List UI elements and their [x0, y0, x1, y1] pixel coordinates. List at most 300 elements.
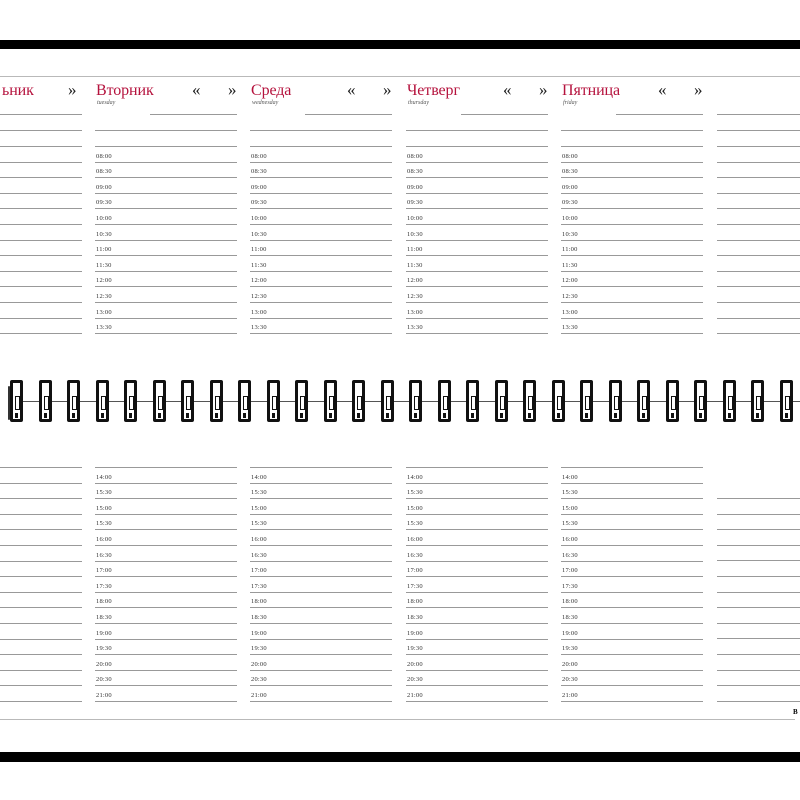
day-subtitle: tuesday	[97, 100, 116, 106]
time-label: 09:30	[96, 199, 112, 207]
next-day-arrow[interactable]: »	[68, 80, 77, 99]
time-slot-afternoon[interactable]	[250, 498, 392, 515]
spiral-ring	[181, 380, 194, 422]
time-label: 12:00	[251, 277, 267, 285]
blank-slot-line	[717, 623, 800, 624]
time-slot-afternoon[interactable]	[561, 685, 703, 702]
time-slot-afternoon[interactable]	[561, 670, 703, 687]
time-slot-afternoon[interactable]	[250, 639, 392, 656]
time-label: 12:30	[251, 292, 267, 300]
next-day-arrow[interactable]: »	[228, 80, 237, 99]
time-label: 11:30	[407, 261, 423, 269]
time-slot-afternoon[interactable]	[95, 670, 237, 687]
blank-slot-line	[0, 483, 82, 484]
spiral-ring	[124, 380, 137, 422]
time-label: 17:30	[96, 582, 112, 590]
spiral-ring	[39, 380, 52, 422]
blank-slot-line	[0, 271, 82, 272]
time-label: 13:30	[562, 324, 578, 332]
blank-slot-line	[0, 623, 82, 624]
time-label: 18:30	[562, 613, 578, 621]
time-slot-morning[interactable]	[406, 193, 548, 210]
time-slot-morning[interactable]	[250, 208, 392, 225]
time-label: 10:30	[96, 230, 112, 238]
prev-day-arrow[interactable]: «	[503, 80, 512, 99]
time-label: 08:00	[407, 152, 423, 160]
time-slot-morning[interactable]	[250, 302, 392, 319]
spiral-ring	[324, 380, 337, 422]
day-title: Четверг	[407, 82, 460, 99]
time-slot-afternoon[interactable]	[406, 483, 548, 500]
blank-slot-line	[717, 592, 800, 593]
blank-slot-line	[717, 224, 800, 225]
time-label: 11:30	[96, 261, 112, 269]
time-label: 19:00	[251, 629, 267, 637]
time-label: 17:00	[407, 567, 423, 575]
time-slot-morning[interactable]	[406, 302, 548, 319]
blank-slot-line	[717, 654, 800, 655]
time-slot-morning[interactable]	[250, 318, 392, 335]
spiral-ring	[438, 380, 451, 422]
time-slot-afternoon[interactable]	[250, 483, 392, 500]
blank-slot-line	[0, 654, 82, 655]
time-label: 16:00	[251, 535, 267, 543]
time-slot-afternoon[interactable]	[250, 514, 392, 531]
day-subtitle: friday	[563, 100, 578, 106]
time-label: 19:00	[562, 629, 578, 637]
time-slot-morning[interactable]	[406, 271, 548, 288]
next-day-arrow[interactable]: »	[539, 80, 548, 99]
time-slot-afternoon[interactable]	[561, 561, 703, 578]
time-label: 12:30	[96, 292, 112, 300]
time-slot-afternoon[interactable]	[406, 545, 548, 562]
time-label: 16:30	[96, 551, 112, 559]
time-slot-morning[interactable]	[250, 224, 392, 241]
time-slot-afternoon[interactable]	[250, 654, 392, 671]
time-slot-morning[interactable]	[561, 318, 703, 335]
time-label: 19:00	[407, 629, 423, 637]
time-slot-afternoon[interactable]	[95, 685, 237, 702]
time-slot-morning[interactable]	[406, 177, 548, 194]
time-slot-afternoon[interactable]	[250, 670, 392, 687]
spiral-ring	[666, 380, 679, 422]
time-slot-afternoon[interactable]	[406, 623, 548, 640]
time-label: 21:00	[251, 691, 267, 699]
spiral-ring	[609, 380, 622, 422]
spiral-binding	[0, 378, 800, 426]
time-label: 15:00	[96, 504, 112, 512]
time-slot-afternoon[interactable]	[95, 607, 237, 624]
blank-slot-line	[0, 561, 82, 562]
time-slot-afternoon[interactable]	[561, 514, 703, 531]
blank-slot-line	[0, 286, 82, 287]
time-slot-morning[interactable]	[406, 255, 548, 272]
blank-slot-line	[717, 638, 800, 639]
time-slot-morning[interactable]	[406, 162, 548, 179]
time-slot-afternoon[interactable]	[95, 514, 237, 531]
spiral-ring	[210, 380, 223, 422]
time-label: 11:00	[96, 246, 112, 254]
time-label: 12:00	[407, 277, 423, 285]
time-slot-morning[interactable]	[250, 162, 392, 179]
blank-slot-line	[0, 639, 82, 640]
time-label: 17:30	[407, 582, 423, 590]
blank-slot-line	[717, 240, 800, 241]
day-subtitle: thursday	[408, 100, 429, 106]
time-label: 10:30	[251, 230, 267, 238]
time-label: 18:00	[407, 598, 423, 606]
time-label: 16:00	[96, 535, 112, 543]
spiral-ring	[780, 380, 793, 422]
time-label: 09:00	[407, 183, 423, 191]
time-slot-morning[interactable]	[406, 208, 548, 225]
time-label: 09:30	[251, 199, 267, 207]
time-slot-morning[interactable]	[406, 286, 548, 303]
time-label: 08:00	[251, 152, 267, 160]
time-slot-afternoon[interactable]	[95, 654, 237, 671]
blank-slot-line	[0, 701, 82, 702]
blank-slot-line	[0, 193, 82, 194]
spiral-ring	[381, 380, 394, 422]
blank-slot-line	[0, 302, 82, 303]
time-slot-afternoon[interactable]	[561, 576, 703, 593]
header-underline	[616, 114, 703, 115]
time-label: 08:00	[562, 152, 578, 160]
blank-slot-line	[717, 560, 800, 561]
time-label: 12:00	[96, 277, 112, 285]
time-label: 11:00	[407, 246, 423, 254]
time-label: 13:00	[562, 308, 578, 316]
time-slot-morning[interactable]	[95, 286, 237, 303]
time-label: 13:00	[407, 308, 423, 316]
time-slot-morning[interactable]	[561, 162, 703, 179]
time-slot-afternoon[interactable]	[406, 607, 548, 624]
time-label: 18:30	[407, 613, 423, 621]
time-slot-afternoon[interactable]	[95, 498, 237, 515]
time-label: 18:30	[251, 613, 267, 621]
time-slot-morning[interactable]	[561, 224, 703, 241]
time-slot-morning[interactable]	[95, 318, 237, 335]
time-slot-morning[interactable]	[406, 146, 548, 163]
time-slot-afternoon[interactable]	[561, 623, 703, 640]
blank-line	[406, 130, 548, 131]
blank-line	[0, 146, 82, 147]
time-slot-afternoon[interactable]	[406, 561, 548, 578]
time-label: 20:30	[96, 676, 112, 684]
time-slot-morning[interactable]	[95, 224, 237, 241]
time-slot-afternoon[interactable]	[95, 639, 237, 656]
time-slot-morning[interactable]	[561, 240, 703, 257]
time-slot-morning[interactable]	[95, 146, 237, 163]
prev-day-arrow[interactable]: «	[192, 80, 201, 99]
time-label: 15:30	[96, 489, 112, 497]
spiral-ring	[295, 380, 308, 422]
spiral-ring	[466, 380, 479, 422]
blank-slot-line	[0, 685, 82, 686]
time-slot-morning[interactable]	[561, 146, 703, 163]
day-title: Среда	[251, 82, 292, 99]
lower-page-edge	[0, 719, 795, 720]
time-label: 16:00	[562, 535, 578, 543]
time-label: 20:30	[407, 676, 423, 684]
time-label: 09:00	[251, 183, 267, 191]
time-label: 10:00	[562, 214, 578, 222]
time-slot-morning[interactable]	[561, 177, 703, 194]
blank-slot-line	[0, 592, 82, 593]
time-label: 10:30	[407, 230, 423, 238]
time-label: 21:00	[562, 691, 578, 699]
blank-slot-line	[0, 208, 82, 209]
time-label: 17:00	[96, 567, 112, 575]
header-underline	[150, 114, 237, 115]
time-label: 18:00	[562, 598, 578, 606]
blank-slot-line	[0, 576, 82, 577]
upper-page-edge	[0, 76, 800, 77]
spiral-ring	[153, 380, 166, 422]
time-label: 15:00	[407, 504, 423, 512]
time-slot-morning[interactable]	[561, 255, 703, 272]
time-label: 20:00	[96, 660, 112, 668]
spiral-ring	[580, 380, 593, 422]
time-label: 10:00	[96, 214, 112, 222]
time-label: 18:00	[96, 598, 112, 606]
time-slot-afternoon[interactable]	[406, 592, 548, 609]
time-slot-morning[interactable]	[561, 208, 703, 225]
blank-line	[717, 146, 800, 147]
time-slot-morning[interactable]	[561, 286, 703, 303]
time-label: 21:00	[407, 691, 423, 699]
time-slot-afternoon[interactable]	[406, 670, 548, 687]
time-label: 12:00	[562, 277, 578, 285]
blank-slot-line	[717, 514, 800, 515]
spiral-ring	[552, 380, 565, 422]
time-label: 16:30	[562, 551, 578, 559]
time-slot-morning[interactable]	[250, 271, 392, 288]
time-slot-afternoon[interactable]	[95, 576, 237, 593]
blank-slot-line	[0, 177, 82, 178]
time-label: 09:00	[562, 183, 578, 191]
time-slot-afternoon[interactable]	[250, 561, 392, 578]
blank-line	[561, 130, 703, 131]
time-label: 19:30	[407, 645, 423, 653]
time-label: 10:00	[251, 214, 267, 222]
blank-line	[95, 130, 237, 131]
time-slot-morning[interactable]	[561, 193, 703, 210]
blank-slot-line	[717, 193, 800, 194]
blank-slot-line	[717, 576, 800, 577]
time-slot-afternoon[interactable]	[406, 654, 548, 671]
time-slot-morning[interactable]	[250, 286, 392, 303]
blank-slot-line	[717, 545, 800, 546]
spiral-ring	[238, 380, 251, 422]
time-label: 15:00	[251, 504, 267, 512]
time-slot-afternoon[interactable]	[561, 639, 703, 656]
time-label: 18:00	[251, 598, 267, 606]
spiral-ring	[751, 380, 764, 422]
blank-slot-line	[717, 333, 800, 334]
spiral-ring	[523, 380, 536, 422]
time-label: 11:00	[562, 246, 578, 254]
time-label: 17:30	[562, 582, 578, 590]
blank-slot-line	[717, 607, 800, 608]
time-label: 16:30	[251, 551, 267, 559]
time-label: 11:30	[251, 261, 267, 269]
time-slot-afternoon[interactable]	[561, 498, 703, 515]
time-label: 20:30	[562, 676, 578, 684]
blank-slot-line	[0, 318, 82, 319]
time-label: 20:00	[407, 660, 423, 668]
blank-line	[250, 130, 392, 131]
time-slot-morning[interactable]	[406, 240, 548, 257]
time-label: 13:00	[96, 308, 112, 316]
spiral-ring	[67, 380, 80, 422]
time-label: 10:30	[562, 230, 578, 238]
time-label: 14:00	[562, 473, 578, 481]
time-slot-morning[interactable]	[95, 208, 237, 225]
time-label: 21:00	[96, 691, 112, 699]
time-label: 08:30	[251, 168, 267, 176]
time-label: 13:30	[251, 324, 267, 332]
time-slot-morning[interactable]	[561, 302, 703, 319]
blank-slot-line	[717, 302, 800, 303]
day-subtitle: wednesday	[252, 100, 279, 106]
time-slot-morning[interactable]	[406, 318, 548, 335]
time-slot-afternoon[interactable]	[95, 592, 237, 609]
time-slot-morning[interactable]	[250, 255, 392, 272]
time-slot-afternoon[interactable]	[95, 561, 237, 578]
blank-line	[717, 130, 800, 131]
header-underline	[305, 114, 392, 115]
time-slot-morning[interactable]	[95, 240, 237, 257]
blank-slot-line	[0, 224, 82, 225]
time-slot-morning[interactable]	[250, 146, 392, 163]
prev-day-arrow[interactable]: «	[658, 80, 667, 99]
time-slot-afternoon[interactable]	[561, 483, 703, 500]
header-underline	[717, 114, 800, 115]
time-slot-afternoon[interactable]	[250, 607, 392, 624]
next-day-arrow[interactable]: »	[694, 80, 703, 99]
time-label: 17:00	[562, 567, 578, 575]
blank-slot-line	[717, 208, 800, 209]
blank-slot-line	[0, 240, 82, 241]
spiral-ring	[694, 380, 707, 422]
time-slot-afternoon[interactable]	[250, 529, 392, 546]
time-slot-morning[interactable]	[406, 224, 548, 241]
blank-slot-line	[0, 670, 82, 671]
time-slot-afternoon[interactable]	[406, 514, 548, 531]
time-slot-morning[interactable]	[250, 193, 392, 210]
time-label: 11:30	[562, 261, 578, 269]
blank-slot-line	[717, 271, 800, 272]
time-slot-afternoon[interactable]	[406, 498, 548, 515]
time-slot-afternoon[interactable]	[561, 467, 703, 484]
blank-slot-line	[717, 685, 800, 686]
time-label: 13:00	[251, 308, 267, 316]
time-label: 15:30	[251, 489, 267, 497]
time-slot-afternoon[interactable]	[406, 467, 548, 484]
time-slot-morning[interactable]	[95, 255, 237, 272]
spiral-ring	[409, 380, 422, 422]
time-label: 09:00	[96, 183, 112, 191]
blank-slot-line	[0, 255, 82, 256]
blank-slot-line	[717, 701, 800, 702]
time-label: 12:30	[562, 292, 578, 300]
time-slot-morning[interactable]	[250, 240, 392, 257]
time-slot-morning[interactable]	[95, 162, 237, 179]
spiral-ring	[637, 380, 650, 422]
time-label: 11:00	[251, 246, 267, 254]
time-label: 09:30	[562, 199, 578, 207]
time-slot-afternoon[interactable]	[250, 685, 392, 702]
time-slot-afternoon[interactable]	[95, 467, 237, 484]
time-label: 20:30	[251, 676, 267, 684]
time-slot-morning[interactable]	[561, 271, 703, 288]
day-title: Пятница	[562, 82, 620, 99]
time-label: 13:30	[96, 324, 112, 332]
time-label: 14:00	[251, 473, 267, 481]
time-slot-afternoon[interactable]	[95, 483, 237, 500]
time-slot-afternoon[interactable]	[95, 529, 237, 546]
time-slot-morning[interactable]	[95, 193, 237, 210]
time-label: 19:30	[562, 645, 578, 653]
time-label: 17:00	[251, 567, 267, 575]
time-label: 15:30	[96, 520, 112, 528]
prev-day-arrow[interactable]: «	[347, 80, 356, 99]
time-slot-morning[interactable]	[95, 177, 237, 194]
time-slot-afternoon[interactable]	[561, 592, 703, 609]
time-slot-afternoon[interactable]	[250, 623, 392, 640]
spiral-ring	[495, 380, 508, 422]
time-slot-morning[interactable]	[95, 271, 237, 288]
time-slot-afternoon[interactable]	[406, 576, 548, 593]
time-label: 08:00	[96, 152, 112, 160]
spiral-ring	[352, 380, 365, 422]
time-slot-afternoon[interactable]	[406, 639, 548, 656]
time-slot-afternoon[interactable]	[561, 529, 703, 546]
blank-slot-line	[717, 318, 800, 319]
time-slot-afternoon[interactable]	[561, 607, 703, 624]
day-title: ьник	[2, 82, 34, 99]
time-slot-morning[interactable]	[250, 177, 392, 194]
time-slot-afternoon[interactable]	[95, 545, 237, 562]
time-label: 19:30	[251, 645, 267, 653]
blank-slot-line	[0, 529, 82, 530]
next-day-arrow[interactable]: »	[383, 80, 392, 99]
time-label: 12:30	[407, 292, 423, 300]
time-slot-afternoon[interactable]	[406, 529, 548, 546]
time-slot-afternoon[interactable]	[561, 545, 703, 562]
blank-slot-line	[0, 514, 82, 515]
time-slot-afternoon[interactable]	[561, 654, 703, 671]
time-slot-afternoon[interactable]	[250, 467, 392, 484]
spiral-ring	[267, 380, 280, 422]
time-label: 13:30	[407, 324, 423, 332]
time-slot-afternoon[interactable]	[250, 576, 392, 593]
time-label: 17:30	[251, 582, 267, 590]
time-slot-afternoon[interactable]	[250, 545, 392, 562]
blank-slot-line	[717, 670, 800, 671]
time-slot-afternoon[interactable]	[250, 592, 392, 609]
blank-slot-line	[0, 498, 82, 499]
time-label: 08:30	[562, 168, 578, 176]
blank-slot-line	[0, 607, 82, 608]
time-label: 15:30	[562, 520, 578, 528]
time-slot-afternoon[interactable]	[95, 623, 237, 640]
day-title: Вторник	[96, 82, 154, 99]
blank-slot-line	[717, 177, 800, 178]
time-slot-morning[interactable]	[95, 302, 237, 319]
time-slot-afternoon[interactable]	[406, 685, 548, 702]
